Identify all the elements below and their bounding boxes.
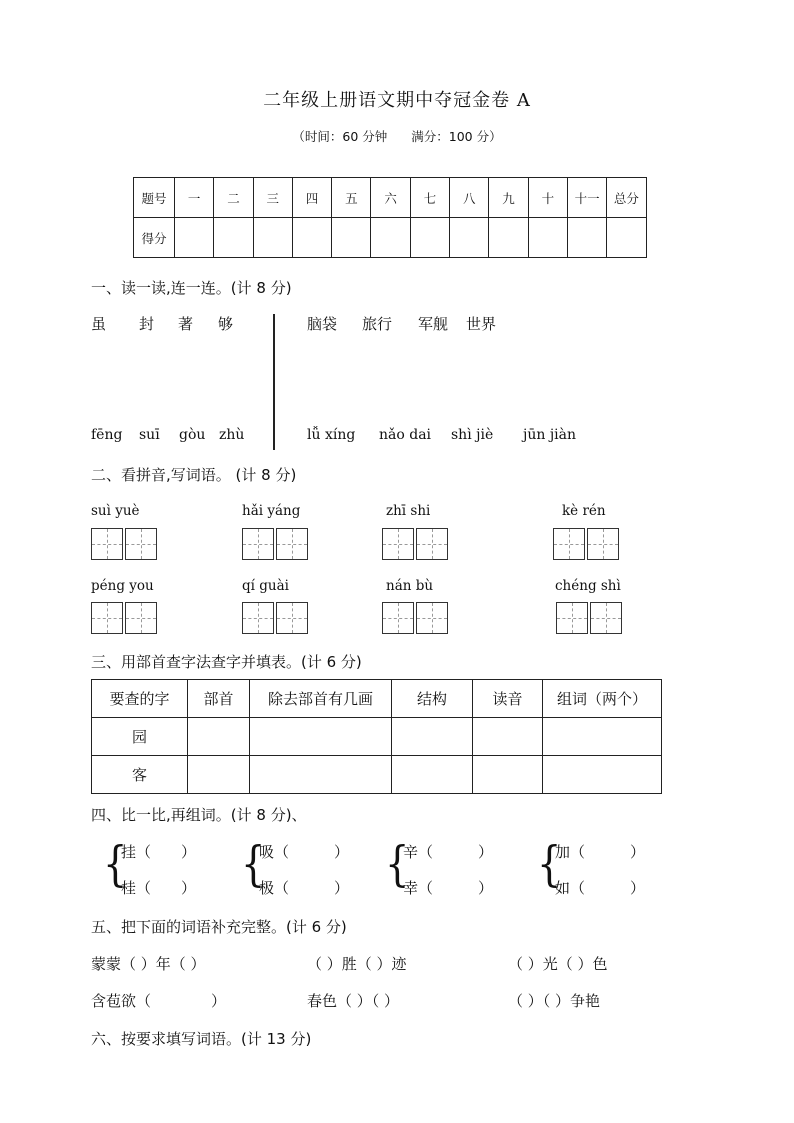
score-header-cell: 七 xyxy=(410,178,449,218)
score-input-cell[interactable] xyxy=(253,218,292,258)
table-input-cell[interactable] xyxy=(392,718,473,756)
brace-icon: { xyxy=(103,836,128,892)
divider-line xyxy=(273,314,275,450)
writing-grid[interactable] xyxy=(553,528,619,560)
idiom-fill: 含苞欲（ ） xyxy=(91,992,227,1010)
pinyin-left-1: fēng xyxy=(91,427,123,443)
section-3-title: 三、用部首查字法查字并填表。(计 6 分) xyxy=(91,653,362,671)
table-row xyxy=(92,756,662,794)
table-header-cell: 结构 xyxy=(392,680,473,718)
score-input-cell[interactable] xyxy=(332,218,371,258)
full-score: 满分：100 分） xyxy=(411,129,502,144)
score-header-cell: 题号 xyxy=(134,178,175,218)
score-input-cell[interactable] xyxy=(292,218,331,258)
brace-icon: { xyxy=(241,836,266,892)
table-input-cell[interactable] xyxy=(188,718,250,756)
word-2: 旅行 xyxy=(362,315,393,333)
table-input-cell[interactable] xyxy=(473,718,543,756)
table-input-cell[interactable] xyxy=(188,756,250,794)
table-input-cell[interactable] xyxy=(473,756,543,794)
pinyin-right-2: nǎo dai xyxy=(379,427,432,443)
brace-icon: { xyxy=(385,836,410,892)
score-input-cell[interactable] xyxy=(175,218,214,258)
score-input-cell[interactable] xyxy=(450,218,489,258)
writing-grid[interactable] xyxy=(91,602,157,634)
brace-icon: { xyxy=(537,836,562,892)
time-limit: （时间：60 分钟 xyxy=(292,129,388,144)
pinyin-left-2: suī xyxy=(139,427,160,443)
score-table xyxy=(133,177,647,258)
score-header-cell: 总分 xyxy=(607,178,646,218)
table-input-cell[interactable] xyxy=(250,756,392,794)
idiom-fill: 春色（ ）（ ） xyxy=(307,992,400,1010)
score-header-cell: 一 xyxy=(175,178,214,218)
writing-grid[interactable] xyxy=(382,602,448,634)
compare-word: 辛（ ） xyxy=(403,843,494,861)
char-4: 够 xyxy=(218,315,234,333)
char-2: 封 xyxy=(139,315,155,333)
score-header-cell: 五 xyxy=(332,178,371,218)
idiom-fill: （ ）光（ ）色 xyxy=(508,955,608,973)
char-1: 虽 xyxy=(91,315,107,333)
score-table-header-row xyxy=(134,178,647,218)
table-header-cell: 部首 xyxy=(188,680,250,718)
pinyin-prompt: chéng shì xyxy=(555,578,621,594)
table-header-cell: 除去部首有几画 xyxy=(250,680,392,718)
section-2-title: 二、看拼音,写词语。 (计 8 分) xyxy=(91,466,297,484)
pinyin-right-4: jūn jiàn xyxy=(523,427,577,443)
radical-lookup-table xyxy=(91,679,662,794)
score-input-cell[interactable] xyxy=(410,218,449,258)
writing-grid[interactable] xyxy=(382,528,448,560)
pinyin-right-1: lǚ xíng xyxy=(307,427,356,443)
word-1: 脑袋 xyxy=(307,315,338,333)
pinyin-prompt: hǎi yáng xyxy=(242,503,301,519)
score-header-cell: 八 xyxy=(450,178,489,218)
pinyin-left-3: gòu xyxy=(179,427,206,443)
word-4: 世界 xyxy=(466,315,497,333)
section-4-title: 四、比一比,再组词。(计 8 分)、 xyxy=(91,806,307,824)
pinyin-left-4: zhù xyxy=(219,427,245,443)
writing-grid[interactable] xyxy=(91,528,157,560)
compare-word: 挂（ ） xyxy=(121,843,197,861)
compare-word: 桂（ ） xyxy=(121,879,197,897)
compare-word: 加（ ） xyxy=(555,843,646,861)
table-input-cell[interactable] xyxy=(392,756,473,794)
writing-grid[interactable] xyxy=(556,602,622,634)
pinyin-prompt: péng you xyxy=(91,578,154,594)
table-header-cell: 组词（两个） xyxy=(543,680,662,718)
table-header-row xyxy=(92,680,662,718)
score-input-cell[interactable] xyxy=(371,218,410,258)
score-header-cell: 九 xyxy=(489,178,528,218)
table-header-cell: 读音 xyxy=(473,680,543,718)
word-3: 军舰 xyxy=(418,315,449,333)
score-input-cell[interactable] xyxy=(528,218,567,258)
pinyin-right-3: shì jiè xyxy=(451,427,494,443)
char-3: 著 xyxy=(178,315,194,333)
score-input-cell[interactable] xyxy=(214,218,253,258)
score-header-cell: 三 xyxy=(253,178,292,218)
table-input-cell[interactable] xyxy=(543,756,662,794)
section-1-title: 一、读一读,连一连。(计 8 分) xyxy=(91,279,292,297)
compare-word: 幸（ ） xyxy=(403,879,494,897)
writing-grid[interactable] xyxy=(242,602,308,634)
pinyin-prompt: zhī shi xyxy=(386,503,431,519)
table-row xyxy=(92,718,662,756)
compare-word: 如（ ） xyxy=(555,879,646,897)
score-header-cell: 二 xyxy=(214,178,253,218)
table-input-cell[interactable] xyxy=(543,718,662,756)
exam-info xyxy=(0,127,794,145)
idiom-fill: 蒙蒙（ ）年（ ） xyxy=(91,955,206,973)
score-table-score-row xyxy=(134,218,647,258)
table-header-cell: 要查的字 xyxy=(92,680,188,718)
score-header-cell: 四 xyxy=(292,178,331,218)
idiom-fill: （ ）（ ）争艳 xyxy=(508,992,601,1010)
score-input-cell[interactable] xyxy=(567,218,606,258)
score-input-cell[interactable] xyxy=(489,218,528,258)
compare-word: 极（ ） xyxy=(259,879,350,897)
compare-word: 吸（ ） xyxy=(259,843,350,861)
table-cell-char: 园 xyxy=(92,718,188,756)
score-header-cell: 十一 xyxy=(567,178,606,218)
pinyin-prompt: kè rén xyxy=(562,503,606,519)
page-title: 二年级上册语文期中夺冠金卷 A xyxy=(263,90,531,111)
score-input-cell[interactable] xyxy=(607,218,646,258)
score-header-cell: 六 xyxy=(371,178,410,218)
section-6-title: 六、按要求填写词语。(计 13 分) xyxy=(91,1030,312,1048)
pinyin-prompt: suì yuè xyxy=(91,503,140,519)
pinyin-prompt: qí guài xyxy=(242,578,289,594)
table-cell-char: 客 xyxy=(92,756,188,794)
section-5-title: 五、把下面的词语补充完整。(计 6 分) xyxy=(91,918,347,936)
idiom-fill: （ ）胜（ ）迹 xyxy=(307,955,407,973)
writing-grid[interactable] xyxy=(242,528,308,560)
score-row-label: 得分 xyxy=(134,218,175,258)
score-header-cell: 十 xyxy=(528,178,567,218)
table-input-cell[interactable] xyxy=(250,718,392,756)
pinyin-prompt: nán bù xyxy=(386,578,434,594)
